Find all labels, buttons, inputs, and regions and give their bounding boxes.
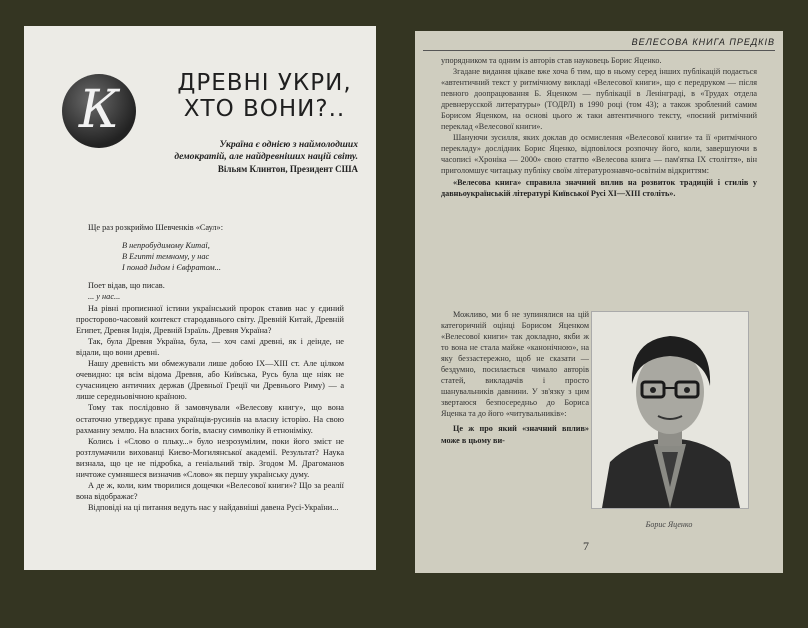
logo-letter: К	[78, 80, 120, 140]
running-header: ВЕЛЕСОВА КНИГА ПРЕДКІВ	[423, 37, 775, 51]
verse-line: В Египті темному, у нас	[122, 252, 210, 262]
right-body-text	[441, 55, 757, 199]
wrapped-text-column	[441, 309, 589, 446]
paragraph: Згадане видання цікаве вже хоча б тим, що в ньому серед інших публікацій подається «автентичний текст у ритмічному викладі «Велесової книги», що є передруком — після певного доопрацювання Б. Яценком — публікації в Ленінграді, в «Трудах отдела древнерусской литературы» (ТОДРЛ) в 1990 році (том 43); а також зроблений самим Борисом Яценком, на основі цього ж таки автентичного тексту, «поєний ритмічний переклад «Велесової книги».	[441, 67, 757, 132]
epigraph-author: Вільям Клинтон, Президент США	[217, 164, 358, 174]
paragraph: Відповіді на ці питання ведуть нас у найдавніші давена Русі-України...	[88, 503, 339, 513]
epigraph-line-1: Україна є однією з наймолодших	[219, 139, 358, 150]
paragraph: Нашу древність ми обмежували лише добою IX—XIII ст. Але цілком очевидно: ця всім відома Древня, або Київська, Русь була ще ніяк не сучасницею античних держав (Древньої Греції чи Древнього Риму) — а лише середньовічною країною.	[76, 359, 344, 402]
title-line-1: ДРЕВНІ УКРИ,	[177, 70, 352, 96]
paragraph: Ще раз розкриймо Шевченків «Саул»:	[88, 223, 224, 232]
verse-line: І понад Індом і Євфратом...	[122, 263, 221, 273]
paragraph: На рівні пропиєнної істини український пророк ставив нас у єдиний просторово-часовий контекст стародавнього світу. Древній Китай, Древній Египет, Древня Індія, Древній Ізраїль. Древня Україна?	[76, 303, 344, 335]
epigraph-line-2: демократій, але найдревніших націй світу.	[174, 151, 358, 162]
paragraph: Поет відав, що писав.	[88, 281, 165, 291]
left-body-text	[76, 222, 344, 513]
page-title	[162, 70, 367, 122]
right-book-page	[415, 31, 783, 573]
title-line-2: ХТО ВОНИ?..	[183, 96, 346, 122]
author-portrait-photo	[591, 311, 749, 509]
logo-emblem-icon	[62, 74, 136, 148]
paragraph: Так, була Древня Україна, була, — хоч самі древні, як і деінде, не відали, що вони древні.	[76, 336, 344, 357]
photo-caption: Борис Яценко	[645, 520, 693, 529]
bold-question: Це ж про який «значний вплив» може в цьому ви-	[441, 424, 589, 445]
paragraph: Можливо, ми б не зупинялися на цій категоричній оцінці Борисом Яценком «Велесової книги» так докладно, якби ж то вона не стала майже «канонічною», на яку беззастережно, щоб не сказати — бездумно, посилається чимало авторів статей, викладачів і просто шанувальників давнини. У зв'язку з цим звертаюся безпосередньо до Бориса Яценка та до його «читувальників»:	[441, 310, 589, 419]
page-number: 7	[583, 539, 589, 553]
left-book-page	[24, 26, 376, 570]
paragraph: ... у нас...	[88, 292, 121, 302]
epigraph	[120, 139, 358, 163]
paragraph: Колись і «Слово о пльку...» було незрозумілим, поки його зміст не розтлумачили вихованці Києво-Могилянської академії. Результат? Наука визнала, що це не підробка, а геніальний твір. Згодом М. Драгоманов ничтоже сумняшеся визначив «Слово» як першу українську думу.	[76, 436, 344, 479]
paragraph: упорядником та одним із авторів став науковець Борис Яценко.	[441, 56, 662, 65]
paragraph: А де ж, коли, ким творилися дощечки «Велесової книги»? Що за реалії вона відображає?	[76, 481, 344, 502]
bold-statement: «Велесова книга» справила значний вплив на розвиток традицій і стилів у давньоукраїнській літературі Київської Русі XI—XIII століть».	[441, 177, 757, 198]
paragraph: Шануючи зусилля, яких доклав до осмислення «Велесової книги» та її «ритмічного перекладу» дослідник Борис Яценко, відповілося розпочну його, коли, завершуючи в часописі «Хроніка — 2000» свою статтю «Велесова книга — пам'ятка IX століття», він приголомшує читацьку публіку своїм літературознавчо-освітнім відкриттям:	[441, 133, 757, 176]
paragraph: Тому так послідовно й замовчували «Велесову книгу», що вона остаточно утверджує права українців-русинів на власну історію. На свою рахманну землю. На власних богів, власну символіку й етноніміку.	[76, 403, 344, 435]
verse-line: В непробудимому Китаї,	[122, 241, 210, 251]
